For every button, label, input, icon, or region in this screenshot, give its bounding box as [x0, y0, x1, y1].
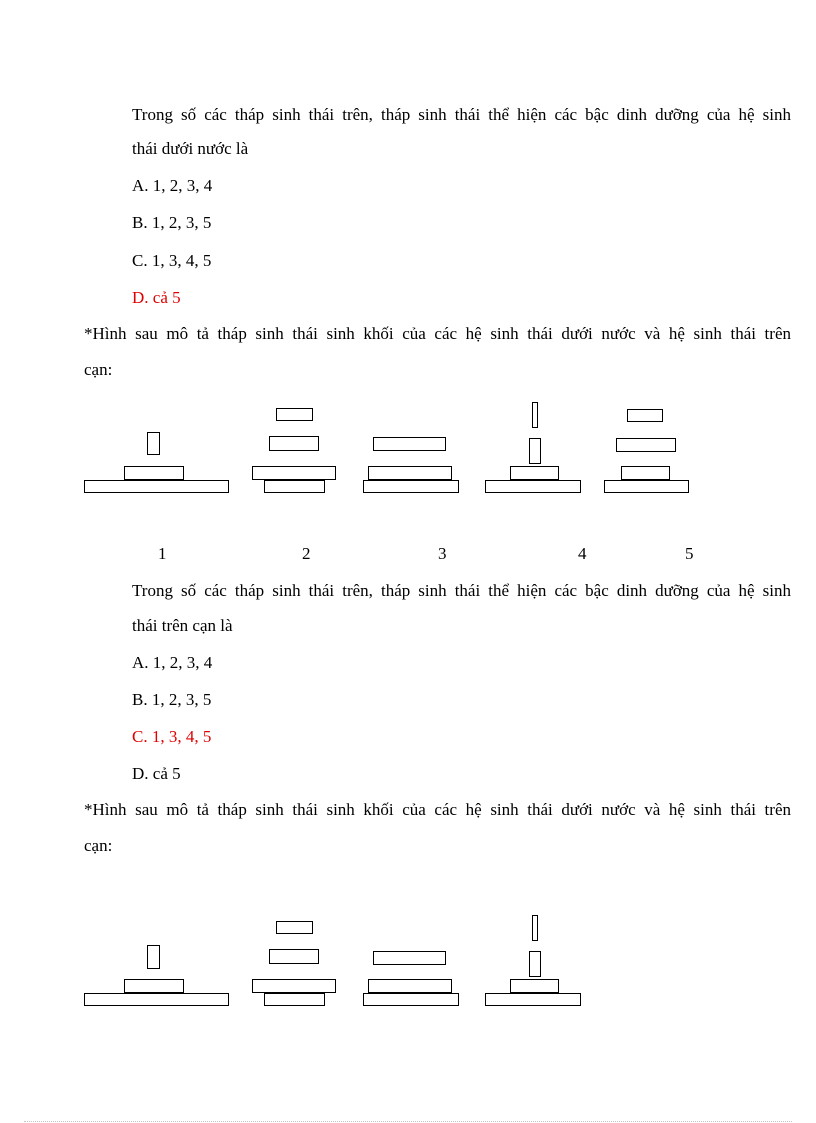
- page-bottom-divider: [24, 1121, 792, 1122]
- fig2-pyramid2-level2: [252, 979, 336, 993]
- q1-option-b: B. 1, 2, 3, 5: [132, 213, 212, 232]
- pyramid2-level1: [264, 480, 325, 493]
- intro1-line1: *Hình sau mô tả tháp sinh thái sinh khối của các hệ sinh thái dưới nước và hệ sinh thái trên: [84, 324, 791, 343]
- pyramid1-level3: [147, 432, 160, 455]
- pyramid5-level2: [621, 466, 670, 480]
- fig2-pyramid3-level3: [373, 951, 446, 965]
- fig2-pyramid3-level2: [368, 979, 452, 993]
- pyramid2-level3: [269, 436, 319, 451]
- q2-option-b: B. 1, 2, 3, 5: [132, 690, 212, 709]
- fig2-pyramid3-level1: [363, 993, 459, 1006]
- pyramid3-level3: [373, 437, 446, 451]
- fig2-pyramid4-level2: [510, 979, 559, 993]
- pyramid-label-2: 2: [302, 544, 311, 563]
- q2-stem-line1: Trong số các tháp sinh thái trên, tháp sinh thái thể hiện các bậc dinh dưỡng của hệ sinh: [132, 581, 791, 600]
- pyramid4-level3: [529, 438, 541, 464]
- q1-option-a: A. 1, 2, 3, 4: [132, 176, 213, 195]
- intro2-line2: cạn:: [84, 836, 113, 855]
- pyramid3-level2: [368, 466, 452, 480]
- q1-stem-line1: Trong số các tháp sinh thái trên, tháp sinh thái thể hiện các bậc dinh dưỡng của hệ sinh: [132, 105, 791, 124]
- q1-option-c: C. 1, 3, 4, 5: [132, 251, 212, 270]
- fig2-pyramid4-level4: [532, 915, 538, 941]
- pyramid5-level3: [616, 438, 676, 452]
- pyramid-label-4: 4: [578, 544, 587, 563]
- pyramid5-level1: [604, 480, 689, 493]
- pyramid2-level2: [252, 466, 336, 480]
- q1-option-d-correct: D. cả 5: [132, 288, 181, 307]
- pyramid1-level2: [124, 466, 184, 480]
- pyramid3-level1: [363, 480, 459, 493]
- fig2-pyramid4-level1: [485, 993, 581, 1006]
- fig2-pyramid2-level1: [264, 993, 325, 1006]
- pyramid-label-3: 3: [438, 544, 447, 563]
- pyramid-label-5: 5: [685, 544, 694, 563]
- q2-option-d: D. cả 5: [132, 764, 181, 783]
- q2-option-c-correct: C. 1, 3, 4, 5: [132, 727, 212, 746]
- fig2-pyramid1-level1: [84, 993, 229, 1006]
- pyramid4-level4: [532, 402, 538, 428]
- pyramid2-level4: [276, 408, 313, 421]
- q2-stem-line2: thái trên cạn là: [132, 616, 233, 635]
- fig2-pyramid1-level2: [124, 979, 184, 993]
- fig2-pyramid2-level3: [269, 949, 319, 964]
- q2-option-a: A. 1, 2, 3, 4: [132, 653, 213, 672]
- pyramid4-level1: [485, 480, 581, 493]
- fig2-pyramid4-level3: [529, 951, 541, 977]
- pyramid4-level2: [510, 466, 559, 480]
- q1-stem-line2: thái dưới nước là: [132, 139, 249, 158]
- intro1-line2: cạn:: [84, 360, 113, 379]
- fig2-pyramid2-level4: [276, 921, 313, 934]
- pyramid-label-1: 1: [158, 544, 167, 563]
- pyramid1-level1: [84, 480, 229, 493]
- intro2-line1: *Hình sau mô tả tháp sinh thái sinh khối của các hệ sinh thái dưới nước và hệ sinh thái trên: [84, 800, 791, 819]
- pyramid5-level4: [627, 409, 663, 422]
- fig2-pyramid1-level3: [147, 945, 160, 969]
